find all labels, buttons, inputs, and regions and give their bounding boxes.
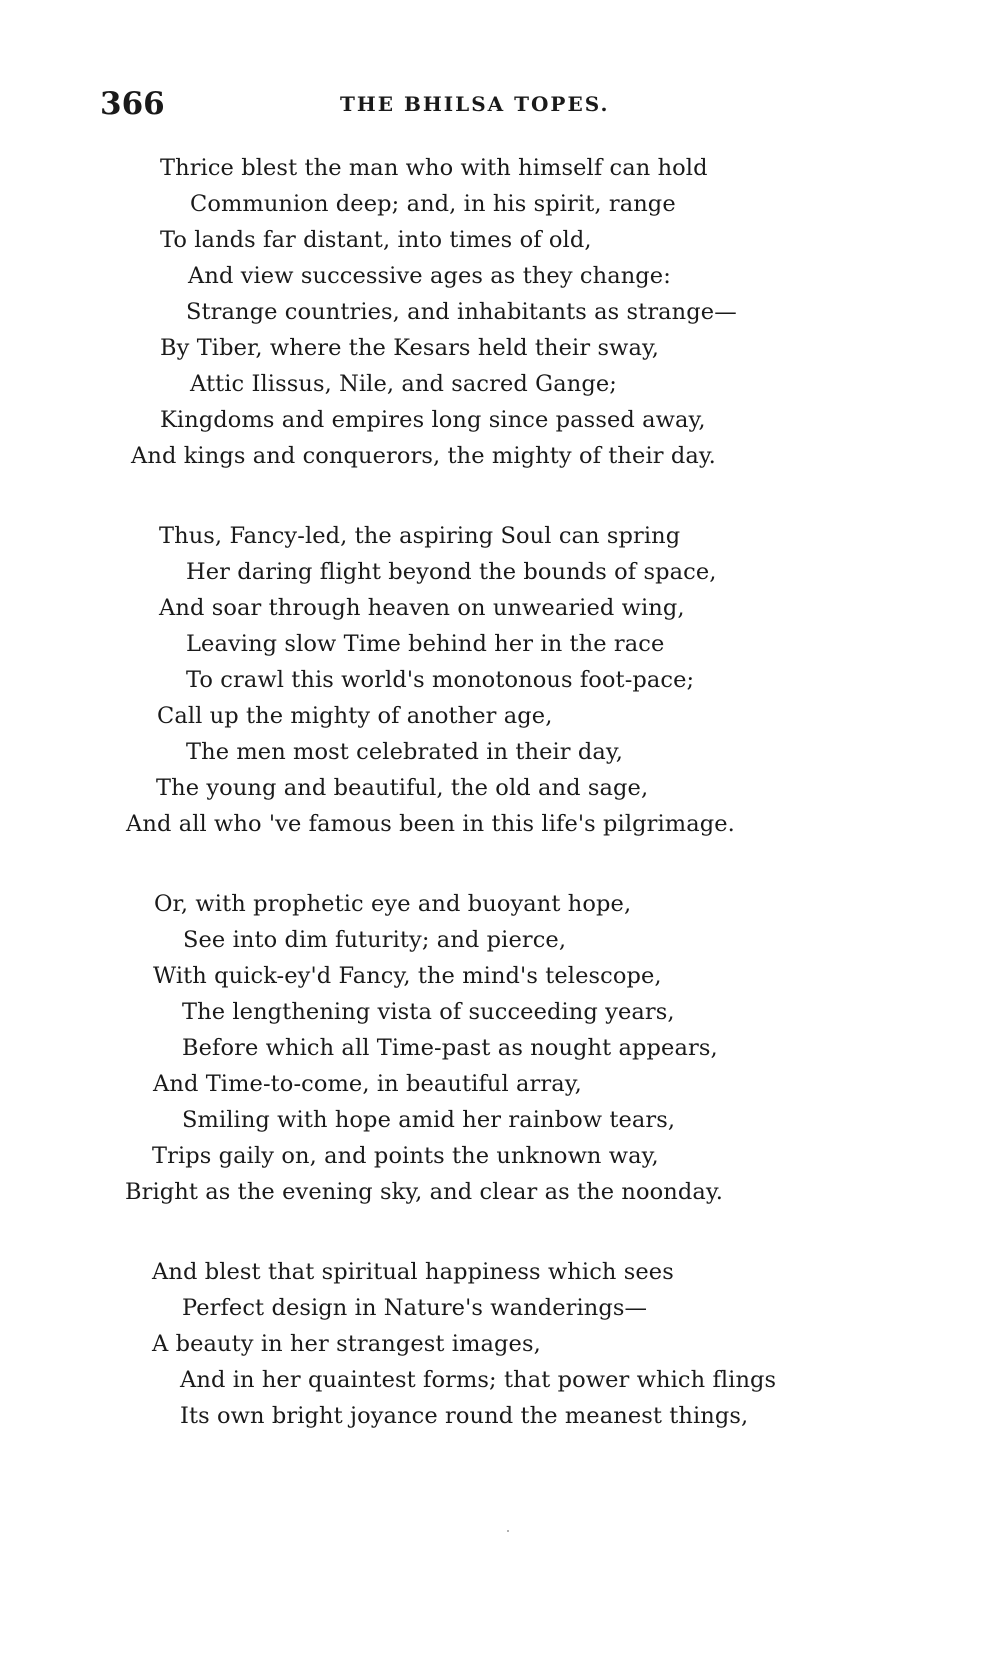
poem-line: See into dim futurity; and pierce, <box>183 927 567 953</box>
poem-line: Trips gaily on, and points the unknown way, <box>152 1143 659 1169</box>
poem-line: And view successive ages as they change: <box>188 263 671 289</box>
poem-line: Kingdoms and empires long since passed away, <box>160 407 706 433</box>
poem-line: Smiling with hope amid her rainbow tears, <box>182 1107 676 1133</box>
poem-line: Leaving slow Time behind her in the race <box>186 631 665 657</box>
poem-line: Communion deep; and, in his spirit, range <box>190 191 676 217</box>
poem-line: Thus, Fancy-led, the aspiring Soul can spring <box>159 523 681 549</box>
poem-line: The lengthening vista of succeeding years, <box>182 999 675 1025</box>
poem-line: And kings and conquerors, the mighty of their day. <box>131 443 716 469</box>
poem-line: Call up the mighty of another age, <box>157 703 553 729</box>
poem-line: Strange countries, and inhabitants as strange— <box>186 299 737 325</box>
poem-line: To crawl this world's monotonous foot-pace; <box>186 667 695 693</box>
poem-line: To lands far distant, into times of old, <box>160 227 592 253</box>
poem-line: Before which all Time-past as nought appears, <box>182 1035 718 1061</box>
poem-line: Attic Ilissus, Nile, and sacred Gange; <box>190 371 617 397</box>
poem-line: Perfect design in Nature's wanderings— <box>182 1295 648 1321</box>
poem-line: And all who 've famous been in this life's pilgrimage. <box>126 811 735 837</box>
poem-line: A beauty in her strangest images, <box>152 1331 541 1357</box>
poem-line: By Tiber, where the Kesars held their sway, <box>160 335 660 361</box>
poem-line: Thrice blest the man who with himself can hold <box>160 155 708 181</box>
print-speck <box>507 1530 509 1532</box>
poem-line: Or, with prophetic eye and buoyant hope, <box>154 891 632 917</box>
poem-line: Its own bright joyance round the meanest things, <box>180 1403 749 1429</box>
poem-line: And Time-to-come, in beautiful array, <box>153 1071 582 1097</box>
poem-line: Bright as the evening sky, and clear as the noonday. <box>125 1179 723 1205</box>
poem-line: And soar through heaven on unwearied wing, <box>159 595 685 621</box>
poem-line: The men most celebrated in their day, <box>186 739 623 765</box>
poem-line: And blest that spiritual happiness which sees <box>152 1259 674 1285</box>
poem-line: The young and beautiful, the old and sage, <box>156 775 649 801</box>
running-title: THE BHILSA TOPES. <box>340 92 610 116</box>
poem-line: Her daring flight beyond the bounds of space, <box>186 559 717 585</box>
poem-line: And in her quaintest forms; that power which flings <box>180 1367 777 1393</box>
page-number: 366 <box>100 86 165 122</box>
poem-line: With quick-ey'd Fancy, the mind's telescope, <box>153 963 662 989</box>
